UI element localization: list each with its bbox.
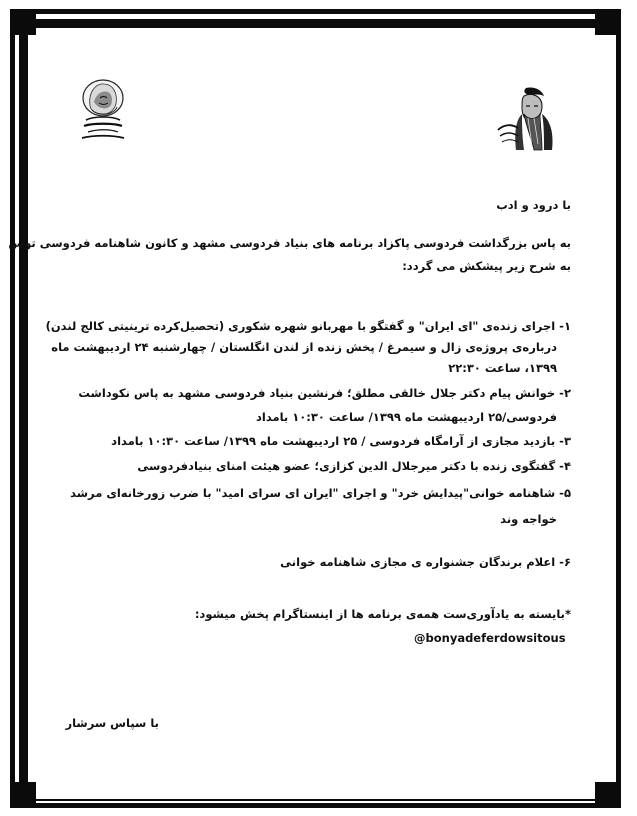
portrait-emblem-icon [72, 74, 134, 154]
item-2-line-2: فردوسی/۲۵ اردیبهشت ماه ۱۳۹۹/ ساعت ۱۰:۳۰ بامداد [255, 410, 557, 424]
border-corner [595, 782, 621, 808]
closing-line: با سپاس سرشار [65, 716, 159, 730]
item-2-line-1: ۲- خوانش پیام دکتر جلال خالقی مطلق؛ فرنشین بنیاد فردوسی مشهد به پاس نکوداشت [78, 386, 571, 400]
item-1-line-2: درباره‌ی پروژه‌ی زال و سیمرغ / پخش زنده از لندن انگلستان / چهارشنبه ۲۴ اردیبهشت ماه [51, 340, 557, 354]
instagram-note: *بایسته به یادآوری‌ست همه‌ی برنامه ها از اینستاگرام پخش میشود: [194, 607, 571, 621]
border-corner [10, 782, 36, 808]
item-5-line-2: خواجه وند [500, 512, 557, 526]
item-1-line-3: ۱۳۹۹، ساعت ۲۲:۳۰ [448, 361, 557, 375]
item-3-line-1: ۳- بازدید مجازی از آرامگاه فردوسی / ۲۵ اردیبهشت ماه ۱۳۹۹/ ساعت ۱۰:۳۰ بامداد [111, 434, 571, 448]
item-1-line-1: ۱- اجرای زنده‌ی "ای ایران" و گفتگو با مهربانو شهره شکوری (تحصیل‌کرده ترینیتی کالج لندن) [45, 319, 571, 333]
item-6-line-1: ۶- اعلام برندگان جشنواره ی مجازی شاهنامه خوانی [280, 555, 571, 569]
item-4-line-1: ۴- گفتگوی زنده با دکتر میرجلال الدین کزازی؛ عضو هیئت امنای بنیادفردوسی [137, 459, 571, 473]
intro-line-1: به پاس بزرگداشت فردوسی پاکزاد برنامه های بنیاد فردوسی مشهد و کانون شاهنامه فردوسی توس [8, 236, 571, 250]
bonyad-ferdowsi-logo [496, 84, 560, 154]
greeting-line: با درود و ادب [496, 198, 571, 212]
ferdowsi-portrait-icon [496, 84, 560, 154]
item-5-line-1: ۵- شاهنامه خوانی"پیدایش خرد" و اجرای "ایران ای سرای امید" با ضرب زورخانه‌ای مرشد [70, 486, 571, 500]
kanoon-shahnameh-logo [72, 74, 134, 154]
instagram-handle[interactable]: @bonyadeferdowsitous [414, 631, 566, 645]
border-corner [595, 9, 621, 35]
intro-line-2: به شرح زیر پیشکش می گردد: [402, 259, 571, 273]
border-corner [10, 9, 36, 35]
